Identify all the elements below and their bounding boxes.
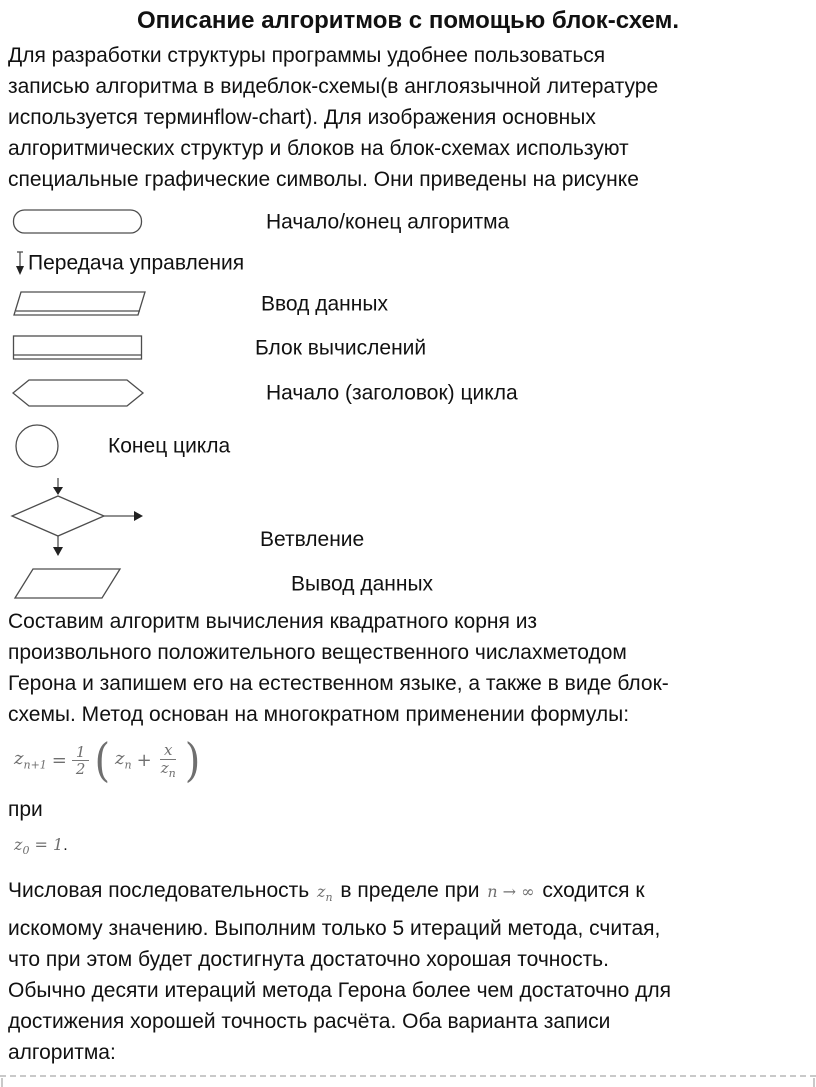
open-paren: ( xyxy=(94,734,111,788)
heron-paragraph xyxy=(8,606,808,730)
close-paren: ) xyxy=(184,734,201,788)
plus-sign: + xyxy=(136,749,152,771)
formula-lhs: $z_{n+1}$ xyxy=(14,748,47,773)
symbol-label-process: Блок вычислений xyxy=(255,336,427,360)
pri-label: при xyxy=(8,797,43,821)
loop-end-circle-icon xyxy=(12,421,62,471)
output-parallelogram-icon xyxy=(12,567,124,601)
symbol-row-loop-start xyxy=(8,370,808,416)
input-parallelogram-icon xyxy=(12,290,148,318)
closing-paragraph xyxy=(8,875,808,1068)
symbol-label-input: Ввод данных xyxy=(261,292,388,316)
page-break-corner-right xyxy=(813,1078,815,1087)
text-line: произвольного положительного вещественного числахметодом xyxy=(8,641,627,664)
process-rectangle-icon xyxy=(12,334,144,362)
symbol-label-flow-arrow: Передача управления xyxy=(28,251,245,275)
symbol-row-output xyxy=(8,562,808,606)
symbol-row-input xyxy=(8,282,808,326)
equals-sign: = xyxy=(51,749,67,771)
sequence-variable-formula: $z_n$ xyxy=(317,881,333,905)
symbol-row-process xyxy=(8,326,808,370)
text-line: Составим алгоритм вычисления квадратного корня из xyxy=(8,610,538,633)
closing-paragraph-line1 xyxy=(8,875,808,913)
formula-term: $z_n$ xyxy=(115,748,132,773)
text-line: Обычно десяти итераций метода Герона более чем достаточно для xyxy=(8,979,672,1003)
text-line: алгоритмических структур и блоков на блок-схемах используют xyxy=(8,137,629,160)
page-break-corner-left xyxy=(1,1078,3,1087)
text-line: Для разработки структуры программы удобнее пользоваться xyxy=(8,44,606,67)
closing-text-mid: в пределе при xyxy=(334,878,486,902)
symbol-row-loop-end xyxy=(8,416,808,476)
text-line: записью алгоритма в видеблок-схемы(в англоязычной литературе xyxy=(8,75,659,98)
symbol-label-loop-start: Начало (заголовок) цикла xyxy=(266,381,518,405)
terminator-shape-icon xyxy=(12,208,144,236)
symbol-label-decision: Ветвление xyxy=(260,528,365,551)
text-line: специальные графические символы. Они приведены на рисунке xyxy=(8,168,639,191)
x-over-z-fraction: $\frac{x}{z_n}$ xyxy=(160,741,176,780)
page-title: Описание алгоритмов с помощью блок-схем. xyxy=(137,7,679,34)
closing-text-before: Числовая последовательность xyxy=(8,878,316,902)
symbol-label-output: Вывод данных xyxy=(291,572,434,596)
loop-start-hexagon-icon xyxy=(12,378,146,408)
text-line: что при этом будет достигнута достаточно хорошая точность. xyxy=(8,948,609,972)
closing-text-after: сходится к xyxy=(536,878,645,902)
period: . xyxy=(63,836,68,854)
text-line: искомому значению. Выполним только 5 итераций метода, считая, xyxy=(8,917,661,941)
recurrence-formula xyxy=(14,734,201,788)
decision-diamond-icon xyxy=(8,476,148,560)
text-line: Герона и запишем его на естественном языке, а также в виде блок- xyxy=(8,672,669,695)
coefficient-fraction: $\frac{1}{2}$ xyxy=(72,744,90,778)
symbol-row-terminator xyxy=(8,200,808,244)
limit-expression-formula: n → ∞ xyxy=(487,881,535,901)
symbol-label-loop-end: Конец цикла xyxy=(108,434,231,458)
symbol-row-flow-arrow xyxy=(8,244,808,282)
text-line: используется терминflow-chart). Для изображения основных xyxy=(8,106,596,129)
text-line: достижения хорошей точность расчёта. Оба варианта записи xyxy=(8,1010,611,1034)
initial-value-formula: $z_0 = 1$. xyxy=(14,834,68,857)
text-line: схемы. Метод основан на многократном применении формулы: xyxy=(8,703,630,726)
flowchart-symbols-figure xyxy=(8,200,808,606)
page-break-divider xyxy=(0,1075,816,1077)
symbol-row-decision xyxy=(8,476,808,562)
text-line: алгоритма: xyxy=(8,1041,116,1065)
intro-paragraph xyxy=(8,40,808,195)
closing-paragraph-rest xyxy=(8,913,808,1068)
flow-arrow-icon xyxy=(13,249,29,277)
symbol-label-terminator: Начало/конец алгоритма xyxy=(266,210,510,234)
